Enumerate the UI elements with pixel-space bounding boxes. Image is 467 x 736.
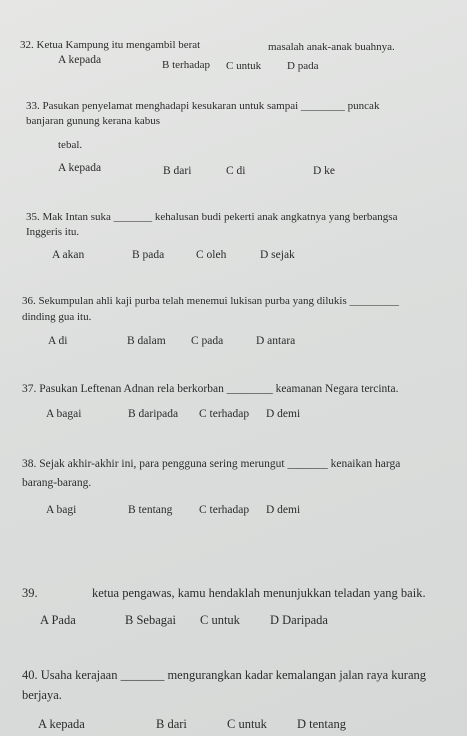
q33-stem-line1: 33. Pasukan penyelamat menghadapi kesukaran untuk sampai ________ puncak bbox=[26, 100, 380, 112]
q38-option-b[interactable]: B tentang bbox=[128, 504, 173, 516]
q35-stem-line2: Inggeris itu. bbox=[26, 226, 80, 238]
q33-option-b[interactable]: B dari bbox=[163, 165, 192, 177]
q32-option-a[interactable]: A kepada bbox=[58, 54, 102, 66]
q39-option-d[interactable]: D Daripada bbox=[270, 613, 328, 627]
q36-option-a[interactable]: A di bbox=[48, 335, 68, 347]
q37-option-c[interactable]: C terhadap bbox=[199, 408, 250, 420]
q36-option-d[interactable]: D antara bbox=[256, 335, 296, 347]
q40-option-c[interactable]: C untuk bbox=[227, 717, 267, 731]
q32-option-c[interactable]: C untuk bbox=[226, 60, 262, 72]
q33-option-d[interactable]: D ke bbox=[313, 165, 336, 177]
q39-option-b[interactable]: B Sebagai bbox=[125, 613, 177, 627]
q33-option-c[interactable]: C di bbox=[226, 165, 246, 177]
q38-stem-line2: barang-barang. bbox=[22, 477, 92, 489]
q39-number: 39. bbox=[22, 586, 38, 600]
q39-option-a[interactable]: A Pada bbox=[40, 613, 76, 627]
q37-option-b[interactable]: B daripada bbox=[128, 408, 179, 420]
q35-stem-line1: 35. Mak Intan suka _______ kehalusan budi pekerti anak angkatnya yang berbangsa bbox=[26, 211, 398, 223]
q32-option-b[interactable]: B terhadap bbox=[162, 59, 210, 71]
q35-option-a[interactable]: A akan bbox=[52, 249, 85, 261]
q32-stem-part2: masalah anak-anak buahnya. bbox=[268, 41, 395, 53]
q33-option-a[interactable]: A kepada bbox=[58, 162, 102, 174]
q40-option-a[interactable]: A kepada bbox=[38, 717, 85, 731]
q35-option-b[interactable]: B pada bbox=[132, 249, 165, 261]
q40-option-b[interactable]: B dari bbox=[156, 717, 187, 731]
q36-stem-line2: dinding gua itu. bbox=[22, 311, 92, 323]
q35-option-c[interactable]: C oleh bbox=[196, 249, 227, 261]
q38-option-c[interactable]: C terhadap bbox=[199, 504, 250, 516]
q33-stem-line3: tebal. bbox=[58, 139, 83, 151]
q40-option-d[interactable]: D tentang bbox=[297, 717, 346, 731]
q38-option-a[interactable]: A bagi bbox=[46, 504, 77, 516]
q32-option-d[interactable]: D pada bbox=[287, 60, 319, 72]
q36-stem-line1: 36. Sekumpulan ahli kaji purba telah menemui lukisan purba yang dilukis _________ bbox=[22, 295, 399, 307]
q32-stem-part1: 32. Ketua Kampung itu mengambil berat bbox=[20, 39, 201, 51]
q36-option-b[interactable]: B dalam bbox=[127, 335, 166, 347]
q38-option-d[interactable]: D demi bbox=[266, 504, 301, 516]
q40-stem-line2: berjaya. bbox=[22, 688, 62, 702]
q38-stem-line1: 38. Sejak akhir-akhir ini, para pengguna sering merungut _______ kenaikan harga bbox=[22, 458, 401, 470]
q35-option-d[interactable]: D sejak bbox=[260, 249, 295, 261]
q39-option-c[interactable]: C untuk bbox=[200, 613, 240, 627]
q33-stem-line2: banjaran gunung kerana kabus bbox=[26, 115, 161, 127]
q40-stem-line1: 40. Usaha kerajaan _______ mengurangkan kadar kemalangan jalan raya kurang bbox=[22, 668, 427, 682]
q37-option-a[interactable]: A bagai bbox=[46, 408, 82, 420]
q39-stem: ketua pengawas, kamu hendaklah menunjukkan teladan yang baik. bbox=[92, 586, 426, 600]
q37-option-d[interactable]: D demi bbox=[266, 408, 301, 420]
q36-option-c[interactable]: C pada bbox=[191, 335, 224, 347]
q37-stem-line1: 37. Pasukan Leftenan Adnan rela berkorban ________ keamanan Negara tercinta. bbox=[22, 383, 399, 395]
